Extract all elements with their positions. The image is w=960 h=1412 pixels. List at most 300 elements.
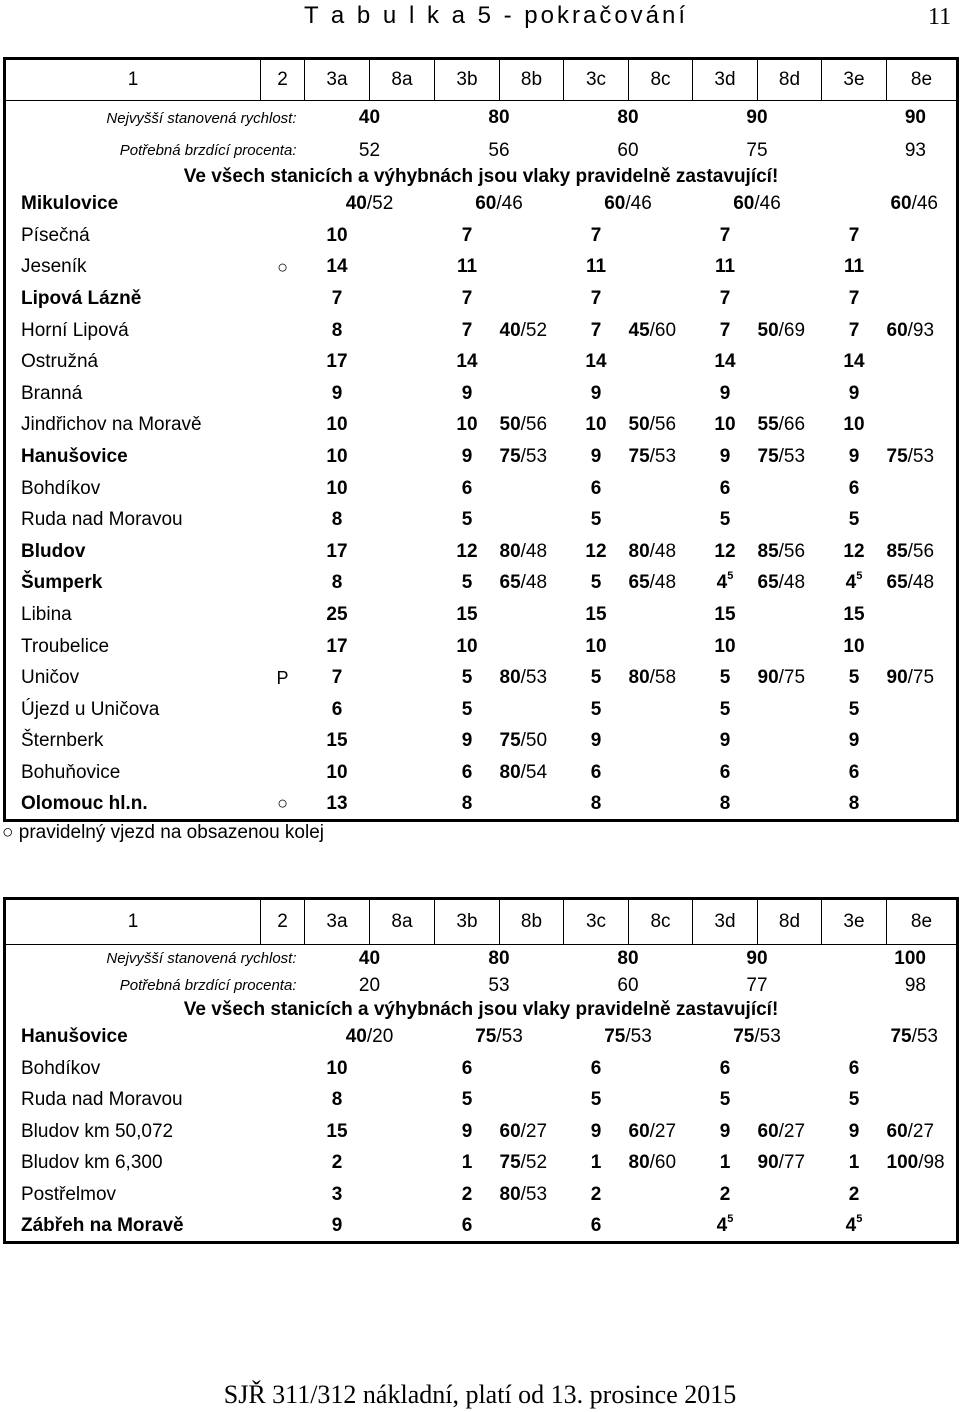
column-header: 3b [435,59,500,101]
speed-brake-value [758,757,822,789]
station-name: Branná [21,382,83,404]
column-header: 8d [758,59,822,101]
speed-brake-value: 75/53 [757,446,806,468]
speed-brake-value [758,1211,822,1243]
table-row [5,1148,958,1180]
max-speed-value: 80 [488,107,510,129]
station-mark [261,410,305,442]
max-speed-value: 90 [746,107,768,129]
max-speed-value: 80 [488,947,510,969]
run-time: 7 [590,319,602,341]
run-time: 10 [843,414,865,436]
speed-brake-value: 80/54 [499,761,548,783]
table-row [5,346,958,378]
speed-brake-value: 60/46 [733,192,781,214]
speed-brake-value [758,504,822,536]
run-time: 6 [461,477,473,499]
speed-brake-value [887,1179,958,1211]
run-time: $4^5$ [716,1212,734,1236]
speed-brake-value: 40/52 [345,192,394,214]
run-time: 9 [461,730,473,752]
speed-brake-value [370,1116,435,1148]
brake-percent-value: 52 [358,139,381,161]
speed-brake-value: 75/53 [604,1025,652,1047]
speed-brake-value [500,789,564,821]
station-name: Šumperk [21,572,103,594]
max-speed-value: 80 [617,947,639,969]
station-name: Ruda nad Moravou [21,1089,183,1111]
run-time: 12 [585,540,607,562]
speed-brake-value: 75/53 [890,1025,938,1047]
speed-brake-value: 85/56 [757,540,806,562]
brake-percent-value: 93 [904,139,926,161]
station-name: Postřelmov [21,1183,117,1205]
run-time: 9 [331,382,343,404]
run-time: 7 [848,319,860,341]
run-time: 6 [461,1214,473,1236]
brake-percent-label: Potřebná brzdící procenta: [119,142,297,159]
table-row [5,1021,958,1054]
station-mark [261,757,305,789]
speed-brake-value: 60/93 [886,319,935,341]
speed-brake-value [370,757,435,789]
run-time: 11 [585,256,607,278]
max-speed-value: 90 [746,947,768,969]
speed-brake-value: 80/53 [499,1183,548,1205]
column-header: 8a [370,59,435,101]
run-time: 2 [848,1183,860,1205]
run-time: 8 [331,572,343,594]
speed-brake-value: 75/53 [475,1025,523,1047]
column-header: 8e [887,899,958,945]
run-time: 11 [843,256,865,278]
table-row [5,410,958,442]
table-row [5,441,958,473]
run-time: 9 [848,1120,860,1142]
run-time: 7 [590,224,602,246]
speed-brake-value [887,789,958,821]
station-name: Hanušovice [21,446,128,468]
page-title: T a b u l k a 5 - pokračování [304,2,689,29]
station-name: Lipová Lázně [21,288,142,310]
run-time: $4^5$ [845,1212,863,1236]
run-time: 2 [719,1183,731,1205]
run-time: 5 [719,509,731,531]
speed-brake-value: 75/50 [499,730,548,752]
station-name: Troubelice [21,635,110,657]
station-name: Libina [21,604,72,626]
run-time: 5 [590,509,602,531]
table-row [5,568,958,600]
station-mark [261,1179,305,1211]
speed-brake-value [500,694,564,726]
table-row [5,1211,958,1243]
station-name: Zábřeh na Moravě [21,1214,184,1236]
speed-brake-value: 45/60 [628,319,677,341]
speed-brake-value: 100/98 [886,1152,945,1174]
run-time: 5 [719,667,731,689]
station-mark [261,726,305,758]
max-speed-value: 100 [894,947,926,969]
speed-brake-value [370,283,435,315]
station-mark [261,378,305,410]
speed-brake-value [629,504,693,536]
speed-brake-value [500,631,564,663]
run-time: 10 [585,635,607,657]
run-time: 15 [585,604,607,626]
column-header: 8b [500,899,564,945]
station-name: Olomouc hl.n. [21,792,148,814]
column-header: 2 [261,59,305,101]
column-header: 8d [758,899,822,945]
station-mark [261,1053,305,1085]
column-header: 2 [261,899,305,945]
run-time: 17 [326,351,348,373]
speed-brake-value: 55/66 [757,414,806,436]
table-row [5,631,958,663]
speed-brake-value: 90/77 [757,1152,806,1174]
run-time: 17 [326,635,348,657]
run-time: 10 [714,635,736,657]
speed-brake-value [370,410,435,442]
speed-brake-value [629,252,693,284]
speed-brake-value [887,283,958,315]
speed-brake-value: 75/53 [499,446,548,468]
speed-brake-value: 40/20 [345,1025,394,1047]
table-row [5,1116,958,1148]
run-time: 5 [590,572,602,594]
speed-brake-value [629,631,693,663]
speed-brake-value: 60/27 [499,1120,548,1142]
station-mark [261,631,305,663]
max-speed-label: Nejvyšší stanovená rychlost: [106,109,297,127]
speed-brake-value [370,1179,435,1211]
table-row [5,252,958,284]
max-speed-row [5,101,958,136]
speed-brake-value [887,757,958,789]
speed-brake-value: 65/48 [886,572,935,594]
station-name: Bludov [21,540,86,562]
column-header: 8b [500,59,564,101]
brake-percent-value: 53 [488,974,510,996]
column-header: 3b [435,899,500,945]
station-name: Bohuňovice [21,761,121,783]
run-time: 9 [331,1214,343,1236]
run-time: 6 [848,1057,860,1079]
speed-brake-value [500,346,564,378]
run-time: 12 [843,540,865,562]
run-time: 5 [848,698,860,720]
table-row [5,473,958,505]
run-time: 8 [331,509,343,531]
speed-brake-value: 80/58 [628,667,677,689]
run-time: 2 [461,1183,473,1205]
station-name: Šternberk [21,730,104,752]
speed-brake-value [500,283,564,315]
brake-percent-label: Potřebná brzdící procenta: [119,977,297,994]
run-time: 10 [843,635,865,657]
run-time: 17 [326,540,348,562]
run-time: 15 [456,604,478,626]
run-time: 8 [719,792,731,814]
run-time: 11 [456,256,478,278]
table-row [5,536,958,568]
table-row [5,188,958,221]
speed-brake-value [500,1211,564,1243]
column-header: 3a [305,59,370,101]
station-mark [261,536,305,568]
speed-brake-value [500,1085,564,1117]
run-time: 6 [719,477,731,499]
run-time: 7 [331,667,343,689]
run-time: 6 [848,477,860,499]
legend-note: ○ pravidelný vjezd na obsazenou kolej [2,822,325,843]
run-time: 15 [326,730,348,752]
speed-brake-value: 65/48 [757,572,806,594]
footer-text: SJŘ 311/312 nákladní, platí od 13. prosince 2015 [223,1380,737,1409]
table-row [5,1053,958,1085]
column-header: 8a [370,899,435,945]
speed-brake-value: 75/53 [628,446,677,468]
run-time: 7 [590,288,602,310]
speed-brake-value [629,1053,693,1085]
station-mark: P [276,667,289,688]
column-header: 1 [5,899,261,945]
run-time: 7 [848,288,860,310]
speed-brake-value [370,789,435,821]
run-time: 6 [719,761,731,783]
max-speed-value: 40 [358,107,381,129]
run-time: 7 [461,319,473,341]
run-time: 9 [461,1120,473,1142]
speed-brake-value [370,441,435,473]
column-header-row [5,59,958,101]
speed-brake-value [500,220,564,252]
speed-brake-value [370,536,435,568]
speed-brake-value [370,1148,435,1180]
column-header: 3d [693,59,758,101]
speed-brake-value: 85/56 [886,540,935,562]
speed-brake-value [758,378,822,410]
speed-brake-value [758,252,822,284]
stopping-note: Ve všech stanicích a výhybnách jsou vlaky pravidelně zastavující! [183,165,779,187]
speed-brake-value [370,599,435,631]
run-time: 10 [456,414,478,436]
run-time: 7 [719,319,731,341]
station-name: Bludov km 6,300 [21,1152,163,1174]
run-time: 7 [461,288,473,310]
speed-brake-value [887,599,958,631]
max-speed-value: 80 [617,107,639,129]
run-time: 15 [843,604,865,626]
run-time: 5 [590,698,602,720]
speed-brake-value: 90/75 [757,667,806,689]
run-time: 3 [331,1183,343,1205]
speed-brake-value [370,1211,435,1243]
speed-brake-value [887,631,958,663]
run-time: 10 [326,477,348,499]
speed-brake-value: 60/46 [475,192,523,214]
speed-brake-value [887,1085,958,1117]
speed-brake-value [370,1053,435,1085]
speed-brake-value [629,726,693,758]
speed-brake-value: 75/52 [499,1152,548,1174]
speed-brake-value [500,378,564,410]
column-header: 8c [629,59,693,101]
run-time: 6 [590,477,602,499]
speed-brake-value [758,1053,822,1085]
run-time: 5 [461,667,473,689]
run-time: 6 [590,1214,602,1236]
run-time: 5 [590,667,602,689]
speed-brake-value: 65/48 [628,572,677,594]
station-name: Bohdíkov [21,1057,101,1079]
table-row [5,220,958,252]
speed-brake-value [758,694,822,726]
speed-brake-value [758,220,822,252]
run-time: 6 [590,761,602,783]
run-time: 9 [848,382,860,404]
station-mark: ○ [277,793,288,814]
column-header: 8c [629,899,693,945]
speed-brake-value: 50/56 [499,414,548,436]
run-time: 10 [326,1057,348,1079]
column-header: 3e [822,59,887,101]
run-time: 8 [848,792,860,814]
speed-brake-value [500,1053,564,1085]
speed-brake-value [887,1211,958,1243]
table-row [5,1179,958,1211]
speed-brake-value [370,662,435,694]
station-name: Újezd u Uničova [21,698,160,720]
run-time: 10 [326,224,348,246]
speed-brake-value [758,726,822,758]
brake-percent-value: 56 [488,139,510,161]
page-number: 11 [928,4,952,30]
station-mark [261,441,305,473]
speed-brake-value [500,473,564,505]
table-row [5,283,958,315]
speed-brake-value [758,473,822,505]
run-time: 7 [719,224,731,246]
run-time: 12 [456,540,478,562]
table-row [5,789,958,821]
station-mark [261,599,305,631]
speed-brake-value [887,1053,958,1085]
speed-brake-value [758,631,822,663]
run-time: 9 [590,446,602,468]
note-row [5,166,958,188]
station-name: Bludov km 50,072 [21,1120,174,1142]
speed-brake-value [629,1179,693,1211]
brake-percent-value: 75 [746,139,768,161]
table-row [5,1085,958,1117]
run-time: 9 [719,446,731,468]
station-mark [261,283,305,315]
run-time: 10 [714,414,736,436]
run-time: 5 [719,698,731,720]
run-time: 15 [714,604,736,626]
speed-brake-value [758,283,822,315]
run-time: 5 [848,1089,860,1111]
run-time: 8 [590,792,602,814]
run-time: 1 [848,1152,860,1174]
run-time: 9 [719,1120,731,1142]
run-time: 7 [848,224,860,246]
table-row [5,378,958,410]
station-mark [261,220,305,252]
run-time: 5 [719,1089,731,1111]
speed-table-1 [3,57,959,822]
speed-brake-value [887,252,958,284]
brake-percent-value: 20 [358,974,381,996]
brake-percent-value: 77 [746,974,768,996]
run-time: 9 [461,446,473,468]
run-time: 9 [461,382,473,404]
speed-brake-value [758,1085,822,1117]
run-time: 10 [585,414,607,436]
speed-brake-value [887,694,958,726]
run-time: 6 [719,1057,731,1079]
brake-percent-value: 98 [904,974,926,996]
station-name: Písečná [21,224,90,246]
speed-brake-value [887,410,958,442]
run-time: 9 [719,730,731,752]
brake-percent-value: 60 [617,139,639,161]
run-time: 7 [719,288,731,310]
run-time: 9 [590,382,602,404]
run-time: 7 [461,224,473,246]
run-time: 1 [719,1152,731,1174]
speed-brake-value [370,315,435,347]
speed-brake-value: 80/53 [499,667,548,689]
column-header: 3c [564,59,629,101]
station-name: Mikulovice [21,192,119,214]
speed-brake-value [629,346,693,378]
run-time: 5 [848,667,860,689]
column-header: 3e [822,899,887,945]
stopping-note: Ve všech stanicích a výhybnách jsou vlaky pravidelně zastavující! [183,998,779,1020]
speed-brake-value: 60/46 [604,192,652,214]
run-time: $4^5$ [716,570,734,594]
speed-brake-value: 60/46 [890,192,938,214]
run-time: 2 [590,1183,602,1205]
speed-brake-value: 50/69 [757,319,806,341]
brake-percent-row [5,136,958,166]
run-time: 14 [714,351,736,373]
note-row [5,999,958,1021]
station-name: Horní Lipová [21,319,129,341]
speed-brake-value [500,252,564,284]
station-mark [261,694,305,726]
max-speed-value: 90 [904,107,926,129]
speed-brake-value: 60/27 [628,1120,677,1142]
run-time: 6 [848,761,860,783]
station-name: Ostružná [21,351,99,373]
column-header: 3c [564,899,629,945]
speed-brake-value [887,504,958,536]
speed-brake-value: 90/75 [886,667,935,689]
table-row [5,504,958,536]
table-row [5,757,958,789]
speed-brake-value [758,346,822,378]
run-time: 10 [326,761,348,783]
table-row [5,599,958,631]
column-header-row [5,899,958,945]
run-time: 5 [848,509,860,531]
run-time: 9 [848,446,860,468]
table-row [5,315,958,347]
